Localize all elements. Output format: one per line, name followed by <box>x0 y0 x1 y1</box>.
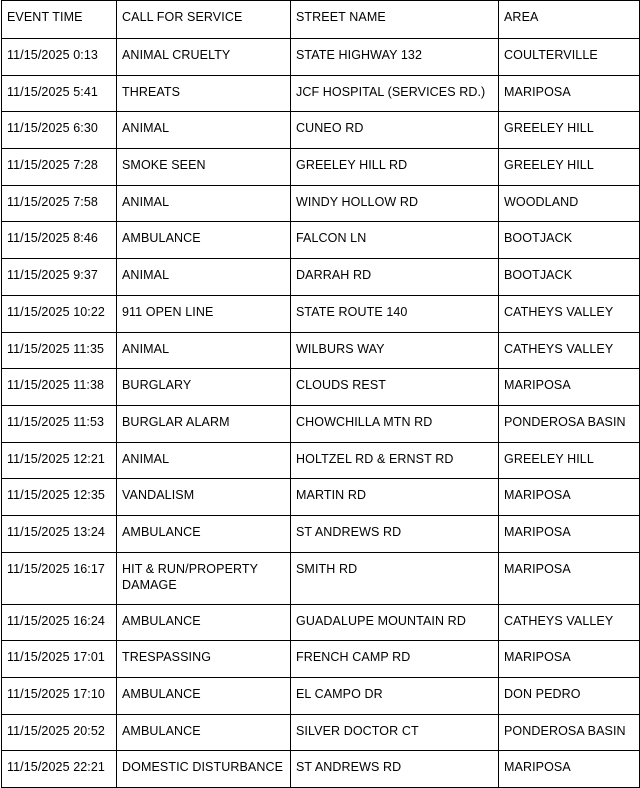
cell-call-for-service: AMBULANCE <box>117 714 291 751</box>
cell-street-name: HOLTZEL RD & ERNST RD <box>291 442 499 479</box>
table-row <box>2 641 640 678</box>
cell-event-time: 11/15/2025 16:24 <box>2 604 117 641</box>
cell-call-for-service: AMBULANCE <box>117 515 291 552</box>
cell-street-name: JCF HOSPITAL (SERVICES RD.) <box>291 75 499 112</box>
cell-event-time: 11/15/2025 7:28 <box>2 149 117 186</box>
table-body <box>2 39 640 788</box>
table-row <box>2 39 640 76</box>
cell-call-for-service: ANIMAL CRUELTY <box>117 39 291 76</box>
table-row <box>2 515 640 552</box>
cell-call-for-service: SMOKE SEEN <box>117 149 291 186</box>
cell-event-time: 11/15/2025 7:58 <box>2 185 117 222</box>
cell-area: CATHEYS VALLEY <box>499 604 640 641</box>
cell-area: PONDEROSA BASIN <box>499 405 640 442</box>
cell-area: BOOTJACK <box>499 222 640 259</box>
cell-street-name: WILBURS WAY <box>291 332 499 369</box>
header-call-for-service: CALL FOR SERVICE <box>117 1 291 39</box>
cell-call-for-service: 911 OPEN LINE <box>117 295 291 332</box>
cell-street-name: FALCON LN <box>291 222 499 259</box>
cell-call-for-service: ANIMAL <box>117 112 291 149</box>
table-row <box>2 405 640 442</box>
cell-call-for-service: ANIMAL <box>117 442 291 479</box>
cell-area: MARIPOSA <box>499 479 640 516</box>
cell-event-time: 11/15/2025 11:53 <box>2 405 117 442</box>
cell-event-time: 11/15/2025 17:10 <box>2 678 117 715</box>
cell-street-name: CUNEO RD <box>291 112 499 149</box>
cell-event-time: 11/15/2025 12:35 <box>2 479 117 516</box>
table-row <box>2 332 640 369</box>
cell-street-name: ST ANDREWS RD <box>291 515 499 552</box>
cell-event-time: 11/15/2025 11:35 <box>2 332 117 369</box>
cell-call-for-service: TRESPASSING <box>117 641 291 678</box>
cell-call-for-service: HIT & RUN/PROPERTY DAMAGE <box>117 552 291 604</box>
table-row <box>2 149 640 186</box>
cell-area: GREELEY HILL <box>499 112 640 149</box>
table-row <box>2 222 640 259</box>
header-event-time: EVENT TIME <box>2 1 117 39</box>
table-row <box>2 112 640 149</box>
cell-street-name: ST ANDREWS RD <box>291 751 499 788</box>
cell-call-for-service: DOMESTIC DISTURBANCE <box>117 751 291 788</box>
table-row <box>2 75 640 112</box>
cell-street-name: STATE ROUTE 140 <box>291 295 499 332</box>
cell-street-name: FRENCH CAMP RD <box>291 641 499 678</box>
header-street-name: STREET NAME <box>291 1 499 39</box>
cell-call-for-service: ANIMAL <box>117 259 291 296</box>
table-row <box>2 442 640 479</box>
table-row <box>2 479 640 516</box>
cell-event-time: 11/15/2025 5:41 <box>2 75 117 112</box>
cell-event-time: 11/15/2025 9:37 <box>2 259 117 296</box>
cell-event-time: 11/15/2025 20:52 <box>2 714 117 751</box>
cell-event-time: 11/15/2025 11:38 <box>2 369 117 406</box>
cell-street-name: WINDY HOLLOW RD <box>291 185 499 222</box>
cell-area: MARIPOSA <box>499 515 640 552</box>
cell-call-for-service: BURGLARY <box>117 369 291 406</box>
cell-street-name: DARRAH RD <box>291 259 499 296</box>
cell-event-time: 11/15/2025 0:13 <box>2 39 117 76</box>
table-row <box>2 604 640 641</box>
cell-event-time: 11/15/2025 8:46 <box>2 222 117 259</box>
cell-event-time: 11/15/2025 16:17 <box>2 552 117 604</box>
calls-for-service-table <box>1 0 640 788</box>
cell-call-for-service: ANIMAL <box>117 185 291 222</box>
cell-street-name: GUADALUPE MOUNTAIN RD <box>291 604 499 641</box>
cell-event-time: 11/15/2025 22:21 <box>2 751 117 788</box>
cell-call-for-service: VANDALISM <box>117 479 291 516</box>
table-row <box>2 369 640 406</box>
cell-street-name: EL CAMPO DR <box>291 678 499 715</box>
table-row <box>2 751 640 788</box>
header-area: AREA <box>499 1 640 39</box>
cell-area: CATHEYS VALLEY <box>499 295 640 332</box>
cell-area: MARIPOSA <box>499 75 640 112</box>
table-row <box>2 714 640 751</box>
cell-street-name: MARTIN RD <box>291 479 499 516</box>
cell-area: WOODLAND <box>499 185 640 222</box>
cell-area: MARIPOSA <box>499 552 640 604</box>
cell-street-name: CHOWCHILLA MTN RD <box>291 405 499 442</box>
cell-event-time: 11/15/2025 13:24 <box>2 515 117 552</box>
cell-event-time: 11/15/2025 10:22 <box>2 295 117 332</box>
cell-street-name: CLOUDS REST <box>291 369 499 406</box>
cell-call-for-service: BURGLAR ALARM <box>117 405 291 442</box>
cell-call-for-service: AMBULANCE <box>117 604 291 641</box>
cell-area: DON PEDRO <box>499 678 640 715</box>
cell-area: MARIPOSA <box>499 369 640 406</box>
table-row <box>2 552 640 604</box>
cell-area: GREELEY HILL <box>499 149 640 186</box>
cell-area: MARIPOSA <box>499 751 640 788</box>
cell-call-for-service: ANIMAL <box>117 332 291 369</box>
cell-area: BOOTJACK <box>499 259 640 296</box>
table-row <box>2 185 640 222</box>
table-row <box>2 259 640 296</box>
table-row <box>2 295 640 332</box>
cell-area: CATHEYS VALLEY <box>499 332 640 369</box>
cell-street-name: STATE HIGHWAY 132 <box>291 39 499 76</box>
cell-event-time: 11/15/2025 17:01 <box>2 641 117 678</box>
table-header <box>2 1 640 39</box>
header-row <box>2 1 640 39</box>
cell-event-time: 11/15/2025 6:30 <box>2 112 117 149</box>
cell-call-for-service: AMBULANCE <box>117 222 291 259</box>
cell-area: GREELEY HILL <box>499 442 640 479</box>
cell-street-name: SMITH RD <box>291 552 499 604</box>
cell-area: MARIPOSA <box>499 641 640 678</box>
cell-area: PONDEROSA BASIN <box>499 714 640 751</box>
cell-street-name: SILVER DOCTOR CT <box>291 714 499 751</box>
cell-area: COULTERVILLE <box>499 39 640 76</box>
cell-call-for-service: THREATS <box>117 75 291 112</box>
cell-call-for-service: AMBULANCE <box>117 678 291 715</box>
table-row <box>2 678 640 715</box>
cell-event-time: 11/15/2025 12:21 <box>2 442 117 479</box>
cell-street-name: GREELEY HILL RD <box>291 149 499 186</box>
